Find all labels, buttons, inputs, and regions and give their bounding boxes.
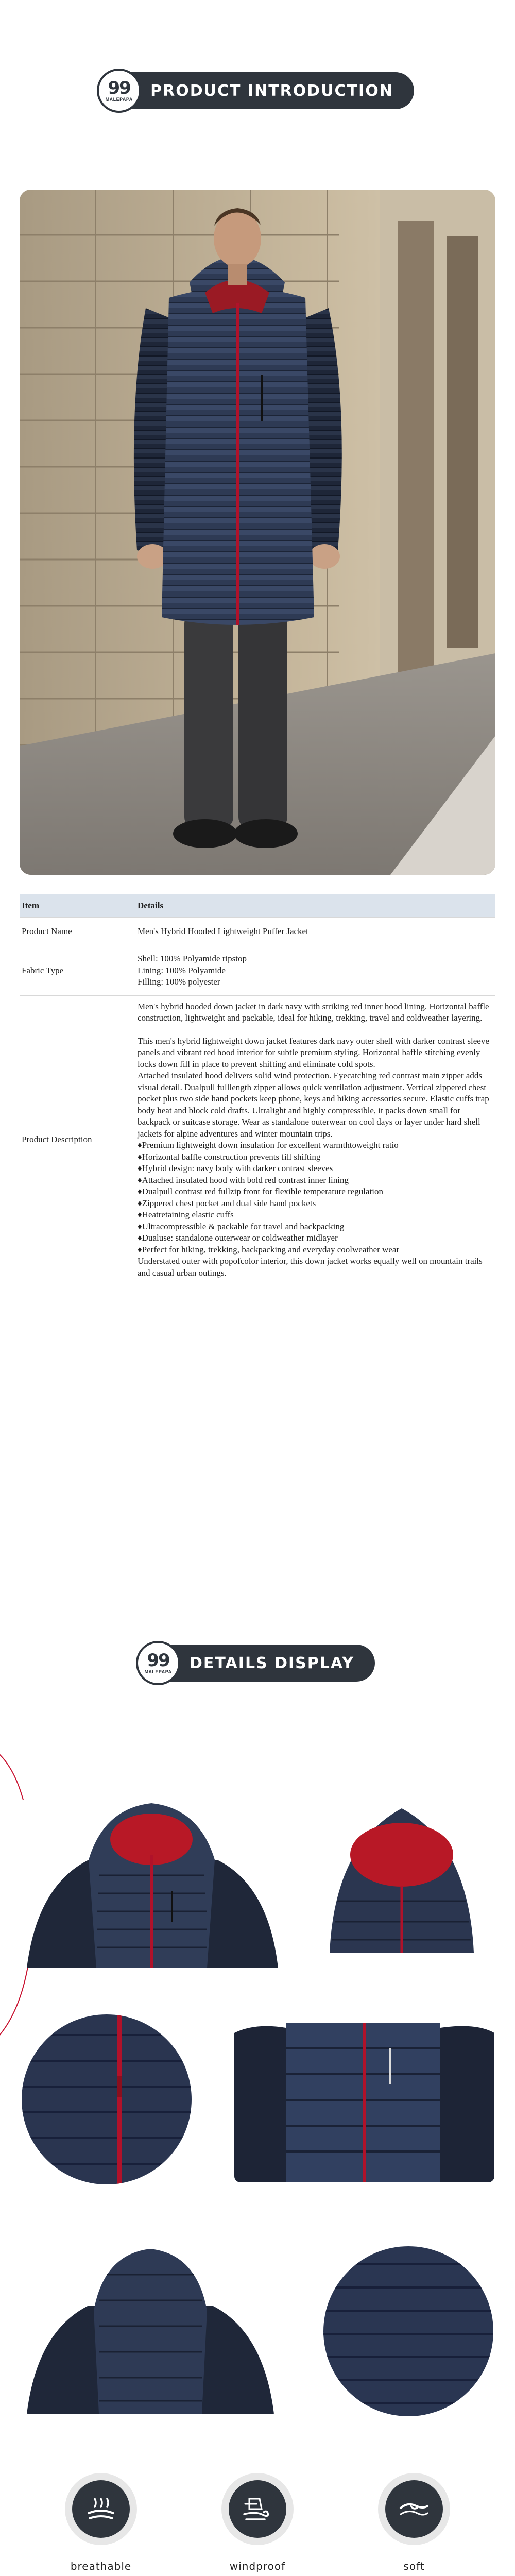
brand-logo: 99 MALEPAPA bbox=[97, 69, 141, 113]
description-closing: Understated outer with popofcolor interior, this down jacket works equally well on mountain trails and casual urban outings. bbox=[138, 1256, 483, 1278]
feature-bullet: ♦Hybrid design: navy body with darker contrast sleeves bbox=[138, 1163, 333, 1173]
fabric-line: Shell: 100% Polyamide ripstop bbox=[138, 954, 247, 964]
feature-breathable bbox=[49, 2473, 152, 2573]
product-name: Men's Hybrid Hooded Lightweight Puffer Jacket bbox=[135, 917, 495, 946]
section-title-pill bbox=[140, 1645, 375, 1682]
description-intro: Men's hybrid hooded down jacket in dark navy with striking red inner hood lining. Horizontal baffle construction, lightweight and packable, ideal for hiking, trekking, travel and coldweather layering. bbox=[138, 1001, 489, 1023]
detail-photo-hood bbox=[324, 1798, 479, 1953]
feature-bullet: ♦Zippered chest pocket and dual side hand pockets bbox=[138, 1198, 316, 1208]
row-label: Product Name bbox=[20, 917, 135, 946]
feature-label: soft bbox=[403, 2560, 425, 2572]
soft-icon bbox=[398, 2493, 431, 2526]
feature-bullet: ♦Premium lightweight down insulation for excellent warmthtoweight ratio bbox=[138, 1140, 399, 1150]
table-row bbox=[20, 946, 495, 995]
detail-photo-back bbox=[22, 2244, 279, 2414]
row-label: Fabric Type bbox=[20, 946, 135, 995]
feature-bullet: ♦Dualpull contrast red fullzip front for flexible temperature regulation bbox=[138, 1187, 383, 1196]
detail-photo-body-side bbox=[234, 2012, 494, 2182]
fabric-line: Filling: 100% polyester bbox=[138, 977, 220, 987]
description-body: This men's hybrid lightweight down jacket features dark navy outer shell with darker contrast sleeve panels and vibrant red hood interior for subtle premium styling. Horizontal baffle stitching evenly locks down fill in place to prevent shifting and eliminate cold spots. bbox=[138, 1036, 489, 1069]
row-label: Product Description bbox=[20, 995, 135, 1284]
details-display-header bbox=[0, 1645, 515, 1682]
fabric-line: Lining: 100% Polyamide bbox=[138, 965, 226, 975]
product-description bbox=[135, 995, 495, 1284]
section-title: PRODUCT INTRODUCTION bbox=[150, 81, 393, 100]
feature-bullet: ♦Horizontal baffle construction prevents fill shifting bbox=[138, 1151, 321, 1162]
feature-label: breathable bbox=[70, 2560, 132, 2572]
section-title-pill bbox=[101, 72, 414, 109]
table-row bbox=[20, 917, 495, 946]
feature-windproof bbox=[206, 2473, 309, 2573]
fabric-details bbox=[135, 946, 495, 995]
hero-product-photo bbox=[20, 190, 495, 875]
breathable-icon bbox=[84, 2493, 117, 2526]
feature-bullet: ♦Ultracompressible & packable for travel and backpacking bbox=[138, 1221, 345, 1231]
product-spec-table bbox=[20, 894, 495, 1284]
feature-bullet: ♦Perfect for hiking, trekking, backpacking and everyday coolweather wear bbox=[138, 1244, 400, 1255]
feature-bullet: ♦Heatretaining elastic cuffs bbox=[138, 1210, 234, 1219]
detail-photo-front bbox=[22, 1798, 282, 1968]
feature-label: windproof bbox=[229, 2560, 286, 2572]
feature-bullet: ♦Attached insulated hood with bold red contrast inner lining bbox=[138, 1175, 349, 1185]
feature-bullet: ♦Dualuse: standalone outerwear or coldweather midlayer bbox=[138, 1233, 338, 1243]
feature-soft bbox=[363, 2473, 466, 2573]
header-details: Details bbox=[135, 894, 495, 917]
header-item: Item bbox=[20, 894, 135, 917]
section-title: DETAILS DISPLAY bbox=[190, 1654, 354, 1672]
detail-photo-fabric-closeup bbox=[323, 2246, 493, 2416]
table-header-row bbox=[20, 894, 495, 917]
brand-logo: 99 MALEPAPA bbox=[136, 1641, 180, 1685]
windproof-icon bbox=[241, 2493, 274, 2526]
table-row bbox=[20, 995, 495, 1284]
description-line: Attached insulated hood delivers solid wind protection. Eyecatching red contrast main zipper adds visual detail. Dualpull fulllength zipper allows quick ventilation adjustment. Vertical zippered chest pocket plus two side hand pockets keep phone, keys and hiking accessories secure. Elastic cuffs trap body heat and block cold drafts. Ultralight and highly compressible, it packs down small for backpack or suitcase storage. Wear as standalone outerwear on cool days or layer under hard shell jackets for alpine adventures and winter mountain trips. bbox=[138, 1071, 489, 1139]
product-introduction-header bbox=[0, 72, 515, 109]
detail-photo-zipper-closeup bbox=[22, 2014, 192, 2184]
